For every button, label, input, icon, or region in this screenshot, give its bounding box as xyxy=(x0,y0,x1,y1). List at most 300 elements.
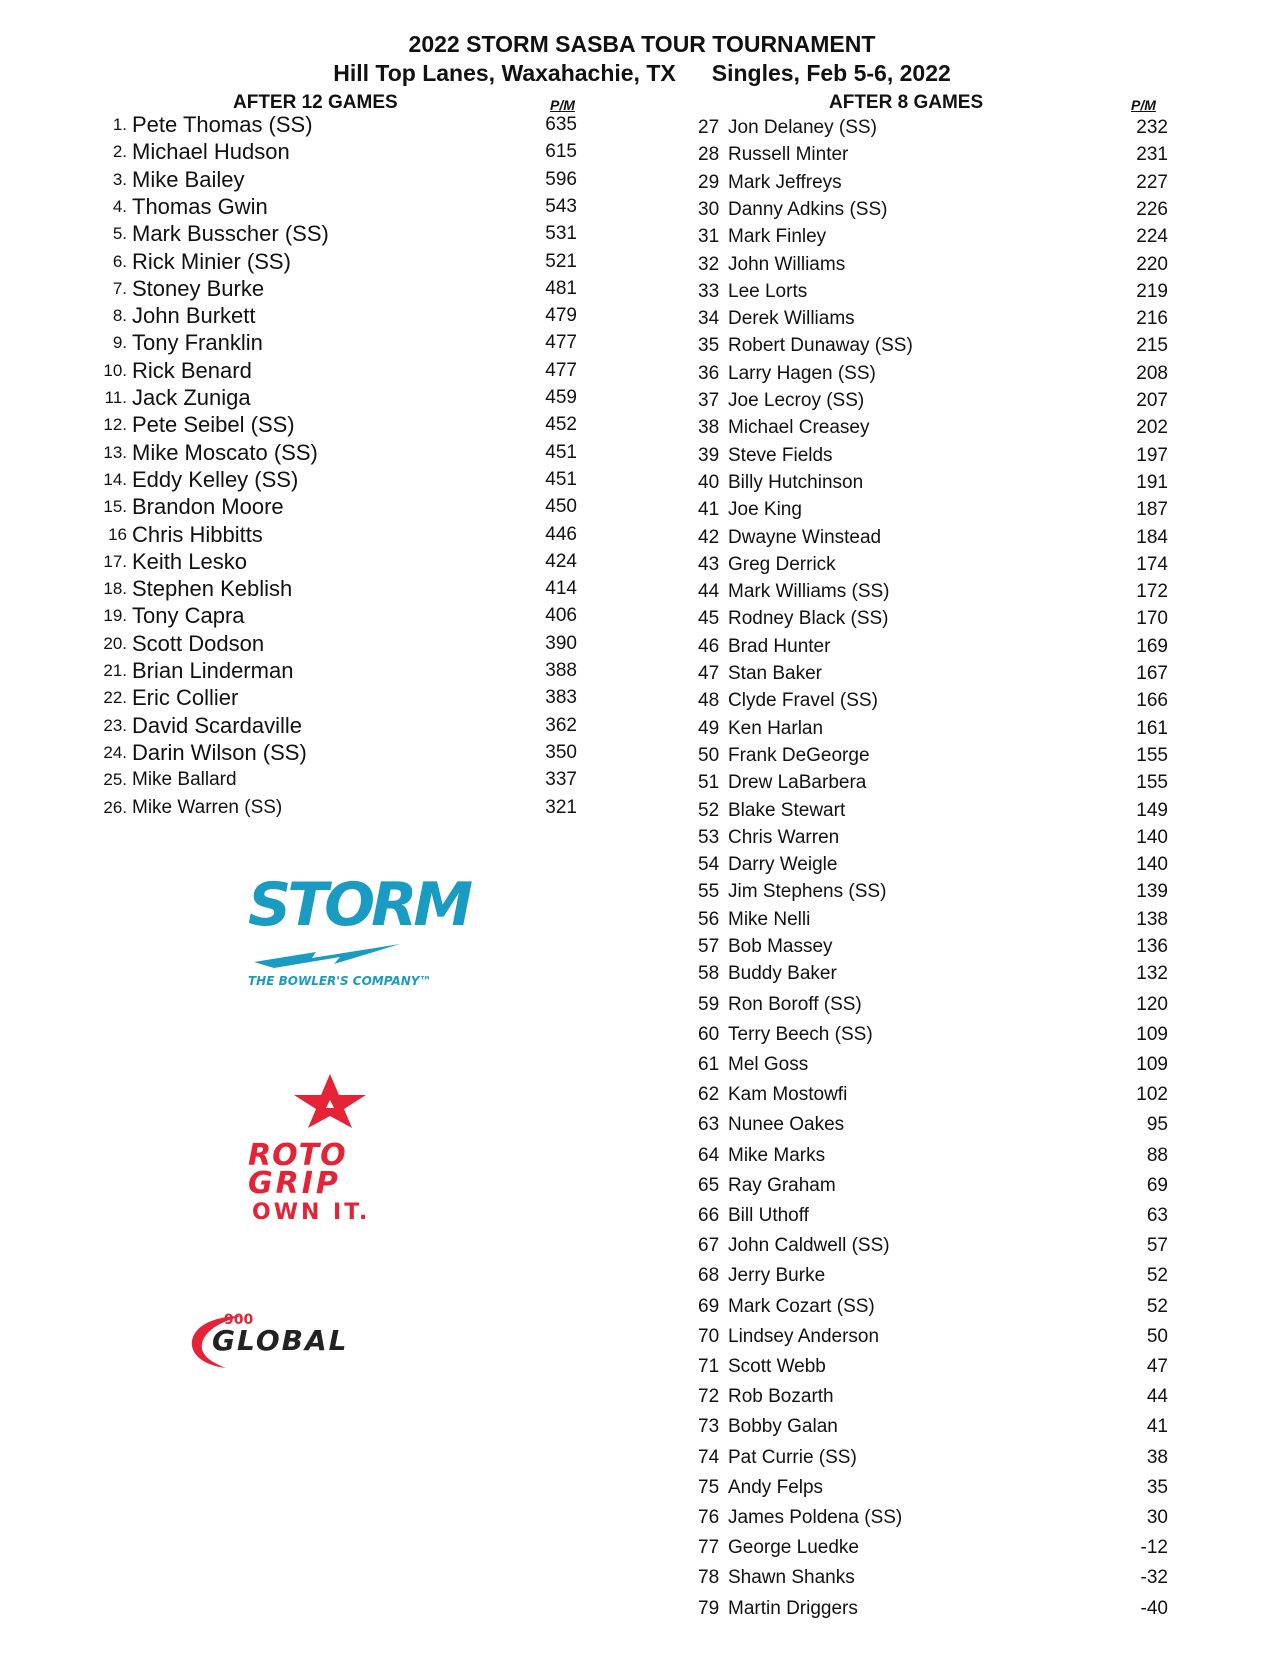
row-rank: 57 xyxy=(698,936,720,957)
row-bowler-name: Ray Graham xyxy=(728,1175,836,1196)
row-rank: 63 xyxy=(698,1114,720,1135)
row-rank: 54 xyxy=(698,854,720,875)
row-rank: 12. xyxy=(103,415,127,434)
row-pm-value: 321 xyxy=(545,797,577,818)
row-bowler-name: Stephen Keblish xyxy=(132,576,293,601)
row-rank: 66 xyxy=(698,1205,720,1226)
standings-row xyxy=(95,358,595,384)
row-bowler-name: Lindsey Anderson xyxy=(728,1326,880,1347)
standings-row xyxy=(95,412,595,438)
global-900-mark: 900 xyxy=(224,1312,254,1328)
row-rank: 6. xyxy=(112,252,127,271)
standings-row xyxy=(698,1112,1178,1138)
row-rank: 44 xyxy=(698,581,720,602)
rotogrip-word-roto: ROTO xyxy=(248,1138,347,1173)
row-rank: 1. xyxy=(112,115,127,134)
row-bowler-name: Jack Zuniga xyxy=(132,385,251,410)
row-bowler-name: Russell Minter xyxy=(728,144,849,165)
row-rank: 43 xyxy=(698,554,720,575)
row-rank: 71 xyxy=(698,1356,720,1377)
standings-row xyxy=(698,879,1178,905)
row-bowler-name: Rick Minier (SS) xyxy=(132,249,291,274)
row-rank: 52 xyxy=(698,800,720,821)
row-pm-value: 446 xyxy=(545,524,577,545)
row-pm-value: 52 xyxy=(1146,1265,1168,1286)
row-pm-value: 132 xyxy=(1136,963,1168,984)
row-pm-value: 149 xyxy=(1136,800,1168,821)
row-pm-value: 477 xyxy=(545,360,577,381)
row-pm-value: 47 xyxy=(1146,1356,1168,1377)
row-rank: 69 xyxy=(698,1296,720,1317)
row-bowler-name: Michael Hudson xyxy=(132,139,290,164)
row-rank: 39 xyxy=(698,445,720,466)
row-rank: 33 xyxy=(698,281,720,302)
standings-row xyxy=(95,522,595,548)
row-bowler-name: Bobby Galan xyxy=(728,1416,838,1437)
row-rank: 60 xyxy=(698,1024,720,1045)
row-bowler-name: Stan Baker xyxy=(728,663,822,684)
row-pm-value: 390 xyxy=(545,633,577,654)
storm-tagline: THE BOWLER'S COMPANY™ xyxy=(248,974,432,988)
row-pm-value: 197 xyxy=(1136,445,1168,466)
row-pm-value: 52 xyxy=(1146,1296,1168,1317)
row-rank: 45 xyxy=(698,608,720,629)
row-pm-value: 35 xyxy=(1146,1477,1168,1498)
row-rank: 22. xyxy=(103,688,127,707)
row-pm-value: 615 xyxy=(545,141,577,162)
row-bowler-name: Jerry Burke xyxy=(728,1265,826,1286)
row-rank: 30 xyxy=(698,199,720,220)
row-rank: 23. xyxy=(103,716,127,735)
row-pm-value: 174 xyxy=(1136,554,1168,575)
row-pm-value: 232 xyxy=(1136,117,1168,138)
row-pm-value: 207 xyxy=(1136,390,1168,411)
row-bowler-name: Larry Hagen (SS) xyxy=(728,363,876,384)
storm-logo xyxy=(248,870,470,1000)
standings-row xyxy=(698,1263,1178,1289)
row-pm-value: 202 xyxy=(1136,417,1168,438)
row-rank: 48 xyxy=(698,690,720,711)
storm-wordmark: STORM xyxy=(248,870,470,940)
row-rank: 3. xyxy=(112,170,127,189)
row-pm-value: 95 xyxy=(1146,1114,1168,1135)
row-pm-value: 155 xyxy=(1136,745,1168,766)
venue-label: Hill Top Lanes, Waxahachie, TX xyxy=(333,60,676,86)
row-bowler-name: Mike Warren (SS) xyxy=(132,797,283,818)
row-rank: 37 xyxy=(698,390,720,411)
row-bowler-name: Buddy Baker xyxy=(728,963,837,984)
standings-row xyxy=(698,1203,1178,1229)
standings-row xyxy=(698,1535,1178,1561)
row-pm-value: 167 xyxy=(1136,663,1168,684)
row-rank: 75 xyxy=(698,1477,720,1498)
row-bowler-name: Darin Wilson (SS) xyxy=(132,740,307,765)
standings-row xyxy=(698,1082,1178,1108)
standings-row xyxy=(95,685,595,711)
row-bowler-name: Kam Mostowfi xyxy=(728,1084,848,1105)
row-pm-value: 50 xyxy=(1146,1326,1168,1347)
standings-row xyxy=(698,1052,1178,1078)
row-bowler-name: Eddy Kelley (SS) xyxy=(132,467,299,492)
row-bowler-name: Mark Busscher (SS) xyxy=(132,221,329,246)
standings-row xyxy=(698,279,1178,305)
standings-row xyxy=(698,992,1178,1018)
row-pm-value: 88 xyxy=(1146,1145,1168,1166)
row-bowler-name: Rob Bozarth xyxy=(728,1386,834,1407)
row-bowler-name: Tony Capra xyxy=(132,603,245,628)
standings-row xyxy=(698,579,1178,605)
standings-row xyxy=(698,688,1178,714)
row-rank: 24. xyxy=(103,743,127,762)
row-rank: 36 xyxy=(698,363,720,384)
standings-row xyxy=(698,1233,1178,1259)
standings-row xyxy=(698,552,1178,578)
row-pm-value: 220 xyxy=(1136,254,1168,275)
standings-row xyxy=(698,1445,1178,1471)
row-bowler-name: Terry Beech (SS) xyxy=(728,1024,873,1045)
row-pm-value: 227 xyxy=(1136,172,1168,193)
row-bowler-name: Jon Delaney (SS) xyxy=(728,117,877,138)
standings-row xyxy=(698,306,1178,332)
row-bowler-name: Robert Dunaway (SS) xyxy=(728,335,913,356)
rotogrip-slogan: OWN IT. xyxy=(252,1200,371,1225)
row-rank: 35 xyxy=(698,335,720,356)
row-rank: 59 xyxy=(698,994,720,1015)
row-rank: 41 xyxy=(698,499,720,520)
row-bowler-name: Dwayne Winstead xyxy=(728,527,882,548)
standings-row xyxy=(698,1324,1178,1350)
row-rank: 55 xyxy=(698,881,720,902)
row-rank: 47 xyxy=(698,663,720,684)
row-bowler-name: Darry Weigle xyxy=(728,854,838,875)
row-pm-value: 450 xyxy=(545,496,577,517)
row-rank: 15. xyxy=(103,497,127,516)
row-bowler-name: Michael Creasey xyxy=(728,417,870,438)
standings-row xyxy=(698,333,1178,359)
row-rank: 53 xyxy=(698,827,720,848)
row-bowler-name: Lee Lorts xyxy=(728,281,808,302)
row-bowler-name: Mike Nelli xyxy=(728,909,811,930)
row-pm-value: 170 xyxy=(1136,608,1168,629)
standings-row xyxy=(698,1173,1178,1199)
standings-row xyxy=(698,770,1178,796)
row-rank: 13. xyxy=(103,443,127,462)
standings-row xyxy=(698,197,1178,223)
row-pm-value: -12 xyxy=(1140,1537,1168,1558)
standings-row xyxy=(698,1294,1178,1320)
standings-row xyxy=(698,1565,1178,1591)
row-bowler-name: Bill Uthoff xyxy=(728,1205,809,1226)
row-bowler-name: Scott Webb xyxy=(728,1356,826,1377)
standings-row xyxy=(698,1354,1178,1380)
row-rank: 67 xyxy=(698,1235,720,1256)
row-bowler-name: Mark Cozart (SS) xyxy=(728,1296,875,1317)
row-rank: 16 xyxy=(108,525,127,544)
standings-row xyxy=(95,194,595,220)
standings-row xyxy=(95,249,595,275)
row-rank: 68 xyxy=(698,1265,720,1286)
row-rank: 14. xyxy=(103,470,127,489)
row-rank: 74 xyxy=(698,1447,720,1468)
row-rank: 56 xyxy=(698,909,720,930)
standings-row xyxy=(698,743,1178,769)
row-pm-value: 187 xyxy=(1136,499,1168,520)
row-pm-value: 102 xyxy=(1136,1084,1168,1105)
standings-row xyxy=(698,1414,1178,1440)
standings-row xyxy=(698,1143,1178,1169)
row-pm-value: 169 xyxy=(1136,636,1168,657)
row-rank: 21. xyxy=(103,661,127,680)
row-bowler-name: Greg Derrick xyxy=(728,554,836,575)
row-rank: 20. xyxy=(103,634,127,653)
row-rank: 46 xyxy=(698,636,720,657)
row-pm-value: 41 xyxy=(1146,1416,1168,1437)
row-rank: 18. xyxy=(103,579,127,598)
row-pm-value: 120 xyxy=(1136,994,1168,1015)
row-bowler-name: David Scardaville xyxy=(132,713,302,738)
standings-row xyxy=(95,767,595,793)
row-pm-value: 479 xyxy=(545,305,577,326)
row-rank: 79 xyxy=(698,1598,720,1619)
standings-row xyxy=(95,740,595,766)
tournament-subtitle xyxy=(0,60,1284,87)
row-pm-value: 521 xyxy=(545,251,577,272)
standings-row xyxy=(95,549,595,575)
row-rank: 17. xyxy=(103,552,127,571)
row-rank: 40 xyxy=(698,472,720,493)
row-bowler-name: Mike Moscato (SS) xyxy=(132,440,318,465)
standings-row xyxy=(698,716,1178,742)
row-bowler-name: Jim Stephens (SS) xyxy=(728,881,887,902)
standings-row xyxy=(698,634,1178,660)
row-rank: 9. xyxy=(112,333,127,352)
standings-row xyxy=(698,798,1178,824)
standings-row xyxy=(95,221,595,247)
standings-row xyxy=(698,361,1178,387)
row-bowler-name: Keith Lesko xyxy=(132,549,247,574)
standings-row xyxy=(95,658,595,684)
row-rank: 49 xyxy=(698,718,720,739)
row-rank: 38 xyxy=(698,417,720,438)
standings-row xyxy=(95,603,595,629)
star-icon xyxy=(290,1072,370,1130)
standings-row xyxy=(698,606,1178,632)
row-rank: 4. xyxy=(112,197,127,216)
standings-row xyxy=(698,1022,1178,1048)
row-pm-value: 231 xyxy=(1136,144,1168,165)
row-pm-value: 63 xyxy=(1146,1205,1168,1226)
row-pm-value: 451 xyxy=(545,442,577,463)
row-pm-value: 362 xyxy=(545,715,577,736)
standings-row xyxy=(698,415,1178,441)
row-rank: 34 xyxy=(698,308,720,329)
left-pm-header: P/M xyxy=(550,97,575,113)
row-pm-value: 350 xyxy=(545,742,577,763)
standings-row xyxy=(95,303,595,329)
row-pm-value: 44 xyxy=(1146,1386,1168,1407)
row-bowler-name: Mike Bailey xyxy=(132,167,245,192)
row-pm-value: 138 xyxy=(1136,909,1168,930)
row-rank: 32 xyxy=(698,254,720,275)
standings-row xyxy=(698,934,1178,960)
row-bowler-name: Danny Adkins (SS) xyxy=(728,199,888,220)
standings-row xyxy=(95,385,595,411)
standings-row xyxy=(95,167,595,193)
row-pm-value: 224 xyxy=(1136,226,1168,247)
row-rank: 7. xyxy=(112,279,127,298)
row-pm-value: 38 xyxy=(1146,1447,1168,1468)
row-bowler-name: Pete Seibel (SS) xyxy=(132,412,295,437)
row-bowler-name: Steve Fields xyxy=(728,445,833,466)
row-bowler-name: Ken Harlan xyxy=(728,718,824,739)
row-bowler-name: Derek Williams xyxy=(728,308,855,329)
standings-row xyxy=(95,112,595,138)
row-bowler-name: Andy Felps xyxy=(728,1477,824,1498)
row-bowler-name: Thomas Gwin xyxy=(132,194,268,219)
standings-row xyxy=(698,443,1178,469)
row-pm-value: 219 xyxy=(1136,281,1168,302)
row-bowler-name: Blake Stewart xyxy=(728,800,846,821)
standings-row xyxy=(698,170,1178,196)
row-pm-value: 635 xyxy=(545,114,577,135)
row-pm-value: 596 xyxy=(545,169,577,190)
standings-row xyxy=(698,388,1178,414)
row-pm-value: 208 xyxy=(1136,363,1168,384)
standings-row xyxy=(698,224,1178,250)
row-pm-value: 136 xyxy=(1136,936,1168,957)
row-bowler-name: Tony Franklin xyxy=(132,330,263,355)
row-bowler-name: Frank DeGeorge xyxy=(728,745,870,766)
row-pm-value: 109 xyxy=(1136,1024,1168,1045)
row-pm-value: 226 xyxy=(1136,199,1168,220)
row-rank: 62 xyxy=(698,1084,720,1105)
row-bowler-name: Brad Hunter xyxy=(728,636,831,657)
900-global-logo xyxy=(186,1310,466,1372)
row-pm-value: 161 xyxy=(1136,718,1168,739)
row-pm-value: -32 xyxy=(1140,1567,1168,1588)
row-pm-value: 57 xyxy=(1146,1235,1168,1256)
row-rank: 65 xyxy=(698,1175,720,1196)
row-bowler-name: Chris Hibbitts xyxy=(132,522,263,547)
row-bowler-name: John Burkett xyxy=(132,303,256,328)
rotogrip-logo xyxy=(242,1072,422,1232)
row-bowler-name: Clyde Fravel (SS) xyxy=(728,690,878,711)
row-rank: 29 xyxy=(698,172,720,193)
row-rank: 25. xyxy=(103,770,127,789)
row-bowler-name: Mark Jeffreys xyxy=(728,172,842,193)
row-rank: 8. xyxy=(112,306,127,325)
row-pm-value: 388 xyxy=(545,660,577,681)
row-pm-value: -40 xyxy=(1140,1598,1168,1619)
row-bowler-name: Bob Massey xyxy=(728,936,833,957)
standings-row xyxy=(698,497,1178,523)
row-pm-value: 452 xyxy=(545,414,577,435)
standings-row xyxy=(95,494,595,520)
row-bowler-name: Rodney Black (SS) xyxy=(728,608,889,629)
row-bowler-name: Joe King xyxy=(728,499,802,520)
row-pm-value: 337 xyxy=(545,769,577,790)
row-rank: 11. xyxy=(104,388,127,407)
row-pm-value: 69 xyxy=(1146,1175,1168,1196)
row-pm-value: 424 xyxy=(545,551,577,572)
standings-row xyxy=(95,276,595,302)
row-bowler-name: Drew LaBarbera xyxy=(728,772,867,793)
standings-row xyxy=(698,1505,1178,1531)
row-bowler-name: James Poldena (SS) xyxy=(728,1507,903,1528)
row-pm-value: 451 xyxy=(545,469,577,490)
row-pm-value: 406 xyxy=(545,605,577,626)
row-pm-value: 531 xyxy=(545,223,577,244)
row-rank: 19. xyxy=(103,606,127,625)
standings-row xyxy=(698,252,1178,278)
row-pm-value: 172 xyxy=(1136,581,1168,602)
row-bowler-name: Stoney Burke xyxy=(132,276,265,301)
standings-row xyxy=(698,661,1178,687)
row-rank: 77 xyxy=(698,1537,720,1558)
standings-row xyxy=(698,907,1178,933)
standings-row xyxy=(698,852,1178,878)
row-bowler-name: Mel Goss xyxy=(728,1054,809,1075)
row-rank: 27 xyxy=(698,117,720,138)
row-rank: 73 xyxy=(698,1416,720,1437)
row-pm-value: 481 xyxy=(545,278,577,299)
row-rank: 58 xyxy=(698,963,720,984)
row-bowler-name: Shawn Shanks xyxy=(728,1567,855,1588)
row-pm-value: 109 xyxy=(1136,1054,1168,1075)
row-rank: 51 xyxy=(698,772,720,793)
row-pm-value: 30 xyxy=(1146,1507,1168,1528)
standings-row xyxy=(698,1384,1178,1410)
row-bowler-name: Pete Thomas (SS) xyxy=(132,112,313,137)
global-wordmark: GLOBAL xyxy=(212,1324,349,1357)
standings-row xyxy=(95,576,595,602)
standings-row xyxy=(698,470,1178,496)
row-pm-value: 215 xyxy=(1136,335,1168,356)
row-pm-value: 166 xyxy=(1136,690,1168,711)
row-bowler-name: Mark Williams (SS) xyxy=(728,581,890,602)
tournament-title: 2022 STORM SASBA TOUR TOURNAMENT xyxy=(408,31,876,57)
standings-row xyxy=(698,525,1178,551)
row-pm-value: 139 xyxy=(1136,881,1168,902)
row-rank: 72 xyxy=(698,1386,720,1407)
standings-row xyxy=(698,1475,1178,1501)
row-pm-value: 140 xyxy=(1136,827,1168,848)
row-bowler-name: Nunee Oakes xyxy=(728,1114,845,1135)
row-rank: 61 xyxy=(698,1054,720,1075)
standings-row xyxy=(95,330,595,356)
row-bowler-name: Brandon Moore xyxy=(132,494,284,519)
event-date-label: Singles, Feb 5-6, 2022 xyxy=(711,60,951,86)
row-pm-value: 184 xyxy=(1136,527,1168,548)
row-rank: 50 xyxy=(698,745,720,766)
row-bowler-name: John Caldwell (SS) xyxy=(728,1235,890,1256)
standings-row xyxy=(95,440,595,466)
row-bowler-name: Chris Warren xyxy=(728,827,840,848)
standings-row xyxy=(698,1596,1178,1622)
row-rank: 76 xyxy=(698,1507,720,1528)
row-bowler-name: Mike Ballard xyxy=(132,769,237,790)
row-rank: 64 xyxy=(698,1145,720,1166)
right-column-header: AFTER 8 GAMES xyxy=(829,92,984,113)
row-rank: 70 xyxy=(698,1326,720,1347)
row-pm-value: 383 xyxy=(545,687,577,708)
standings-row xyxy=(95,795,595,821)
row-pm-value: 543 xyxy=(545,196,577,217)
row-rank: 5. xyxy=(112,224,127,243)
standings-row xyxy=(698,961,1178,987)
row-rank: 42 xyxy=(698,527,720,548)
row-pm-value: 459 xyxy=(545,387,577,408)
